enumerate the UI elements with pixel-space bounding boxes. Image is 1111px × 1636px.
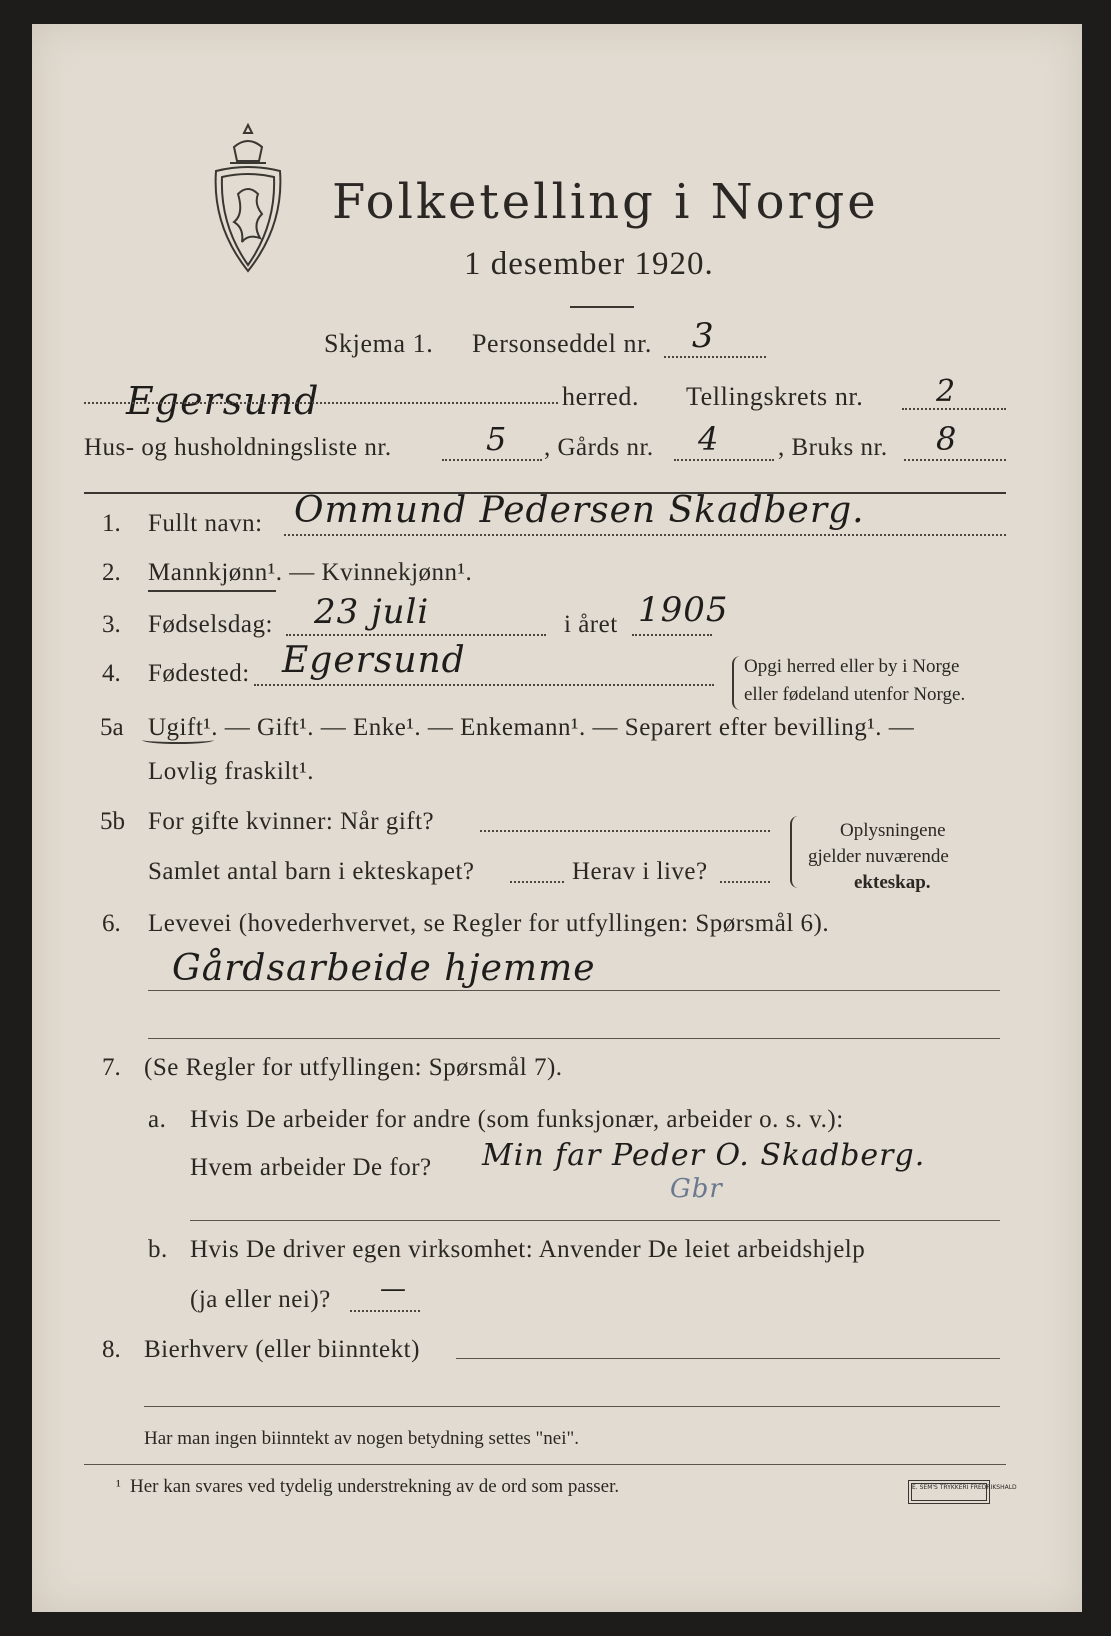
q6-number: 6. (102, 910, 121, 937)
form-date: 1 desember 1920. (464, 246, 714, 282)
schema-label: Skjema 1. (324, 329, 434, 358)
tellingskrets-value: 2 (936, 374, 957, 409)
q5b-label-3: Herav i live? (572, 858, 708, 885)
q3-day-value: 23 juli (314, 592, 430, 632)
bruks-label: , Bruks nr. (778, 434, 888, 461)
q4-value: Egersund (282, 640, 466, 681)
q5a-options: Ugift¹. — Gift¹. — Enke¹. — Enkemann¹. — Separert efter bevilling¹. — (148, 714, 915, 741)
personseddel-label: Personseddel nr. (472, 329, 653, 358)
q2-number: 2. (102, 559, 121, 586)
q3-number: 3. (102, 611, 121, 638)
q7b-label-2: (ja eller nei)? (190, 1286, 331, 1313)
q3-label: Fødselsdag: (148, 611, 273, 638)
q7a-label-2: Hvem arbeider De for? (190, 1154, 432, 1181)
q7a-annotation: Gbr (670, 1174, 723, 1204)
q5a-number: 5a (100, 714, 124, 741)
q7a-value: Min far Peder O. Skadberg. (482, 1138, 926, 1173)
footnote-text: Her kan svares ved tydelig understrekning av de ord som passer. (130, 1476, 620, 1497)
q7b-letter: b. (148, 1236, 168, 1263)
q7-number: 7. (102, 1054, 121, 1081)
q7b-label-1: Hvis De driver egen virksomhet: Anvender De leiet arbeidshjelp (190, 1236, 866, 1263)
q5b-note-2: gjelder nuværende (808, 846, 949, 867)
q4-note-1: Opgi herred eller by i Norge (744, 656, 960, 677)
q1-number: 1. (102, 510, 121, 537)
printer-stamp: E. SEM'S TRYKKERI FREDRIKSHALD (908, 1480, 990, 1504)
herred-label: herred. (562, 382, 640, 411)
q3-year-label: i året (564, 611, 618, 638)
tellingskrets-label: Tellingskrets nr. (686, 382, 864, 411)
form-title: Folketelling i Norge (332, 174, 879, 230)
q4-note-2: eller fødeland utenfor Norge. (744, 684, 966, 705)
husholdningsliste-value: 5 (486, 420, 508, 458)
q6-value: Gårdsarbeide hjemme (172, 948, 596, 989)
coat-of-arms-icon (204, 119, 292, 279)
q5b-number: 5b (100, 808, 125, 835)
census-form-page (32, 24, 1082, 1612)
q5b-note-1: Oplysningene (840, 820, 946, 841)
q3-year-value: 1905 (638, 590, 729, 630)
personseddel-value: 3 (692, 316, 715, 356)
q8-label: Bierhverv (eller biinntekt) (144, 1336, 420, 1363)
q7a-label-1: Hvis De arbeider for andre (som funksjonær, arbeider o. s. v.): (190, 1106, 844, 1133)
q5b-label-2: Samlet antal barn i ekteskapet? (148, 858, 475, 885)
gards-label: , Gårds nr. (544, 434, 654, 461)
q7-label: (Se Regler for utfyllingen: Spørsmål 7). (144, 1054, 563, 1081)
q5b-label-1: For gifte kvinner: Når gift? (148, 808, 435, 835)
q1-label: Fullt navn: (148, 510, 263, 537)
q2-label: Mannkjønn¹. — Kvinnekjønn¹. (148, 559, 473, 586)
q5a-options-cont: Lovlig fraskilt¹. (148, 758, 314, 785)
gards-value: 4 (698, 420, 720, 458)
q8-number: 8. (102, 1336, 121, 1363)
q7a-letter: a. (148, 1106, 167, 1133)
q1-value: Ommund Pedersen Skadberg. (294, 490, 865, 531)
q7b-value: — (380, 1274, 407, 1304)
q6-label: Levevei (hovederhvervet, se Regler for utfyllingen: Spørsmål 6). (148, 910, 830, 937)
q4-number: 4. (102, 660, 121, 687)
herred-value: Egersund (126, 379, 320, 423)
q5b-note-3: ekteskap. (854, 872, 931, 893)
footnote-marker: ¹ (116, 1478, 121, 1495)
q8-note: Har man ingen biinntekt av nogen betydning settes "nei". (144, 1428, 579, 1449)
q4-label: Fødested: (148, 660, 250, 687)
bruks-value: 8 (936, 420, 958, 458)
husholdningsliste-label: Hus- og husholdningsliste nr. (84, 434, 392, 461)
